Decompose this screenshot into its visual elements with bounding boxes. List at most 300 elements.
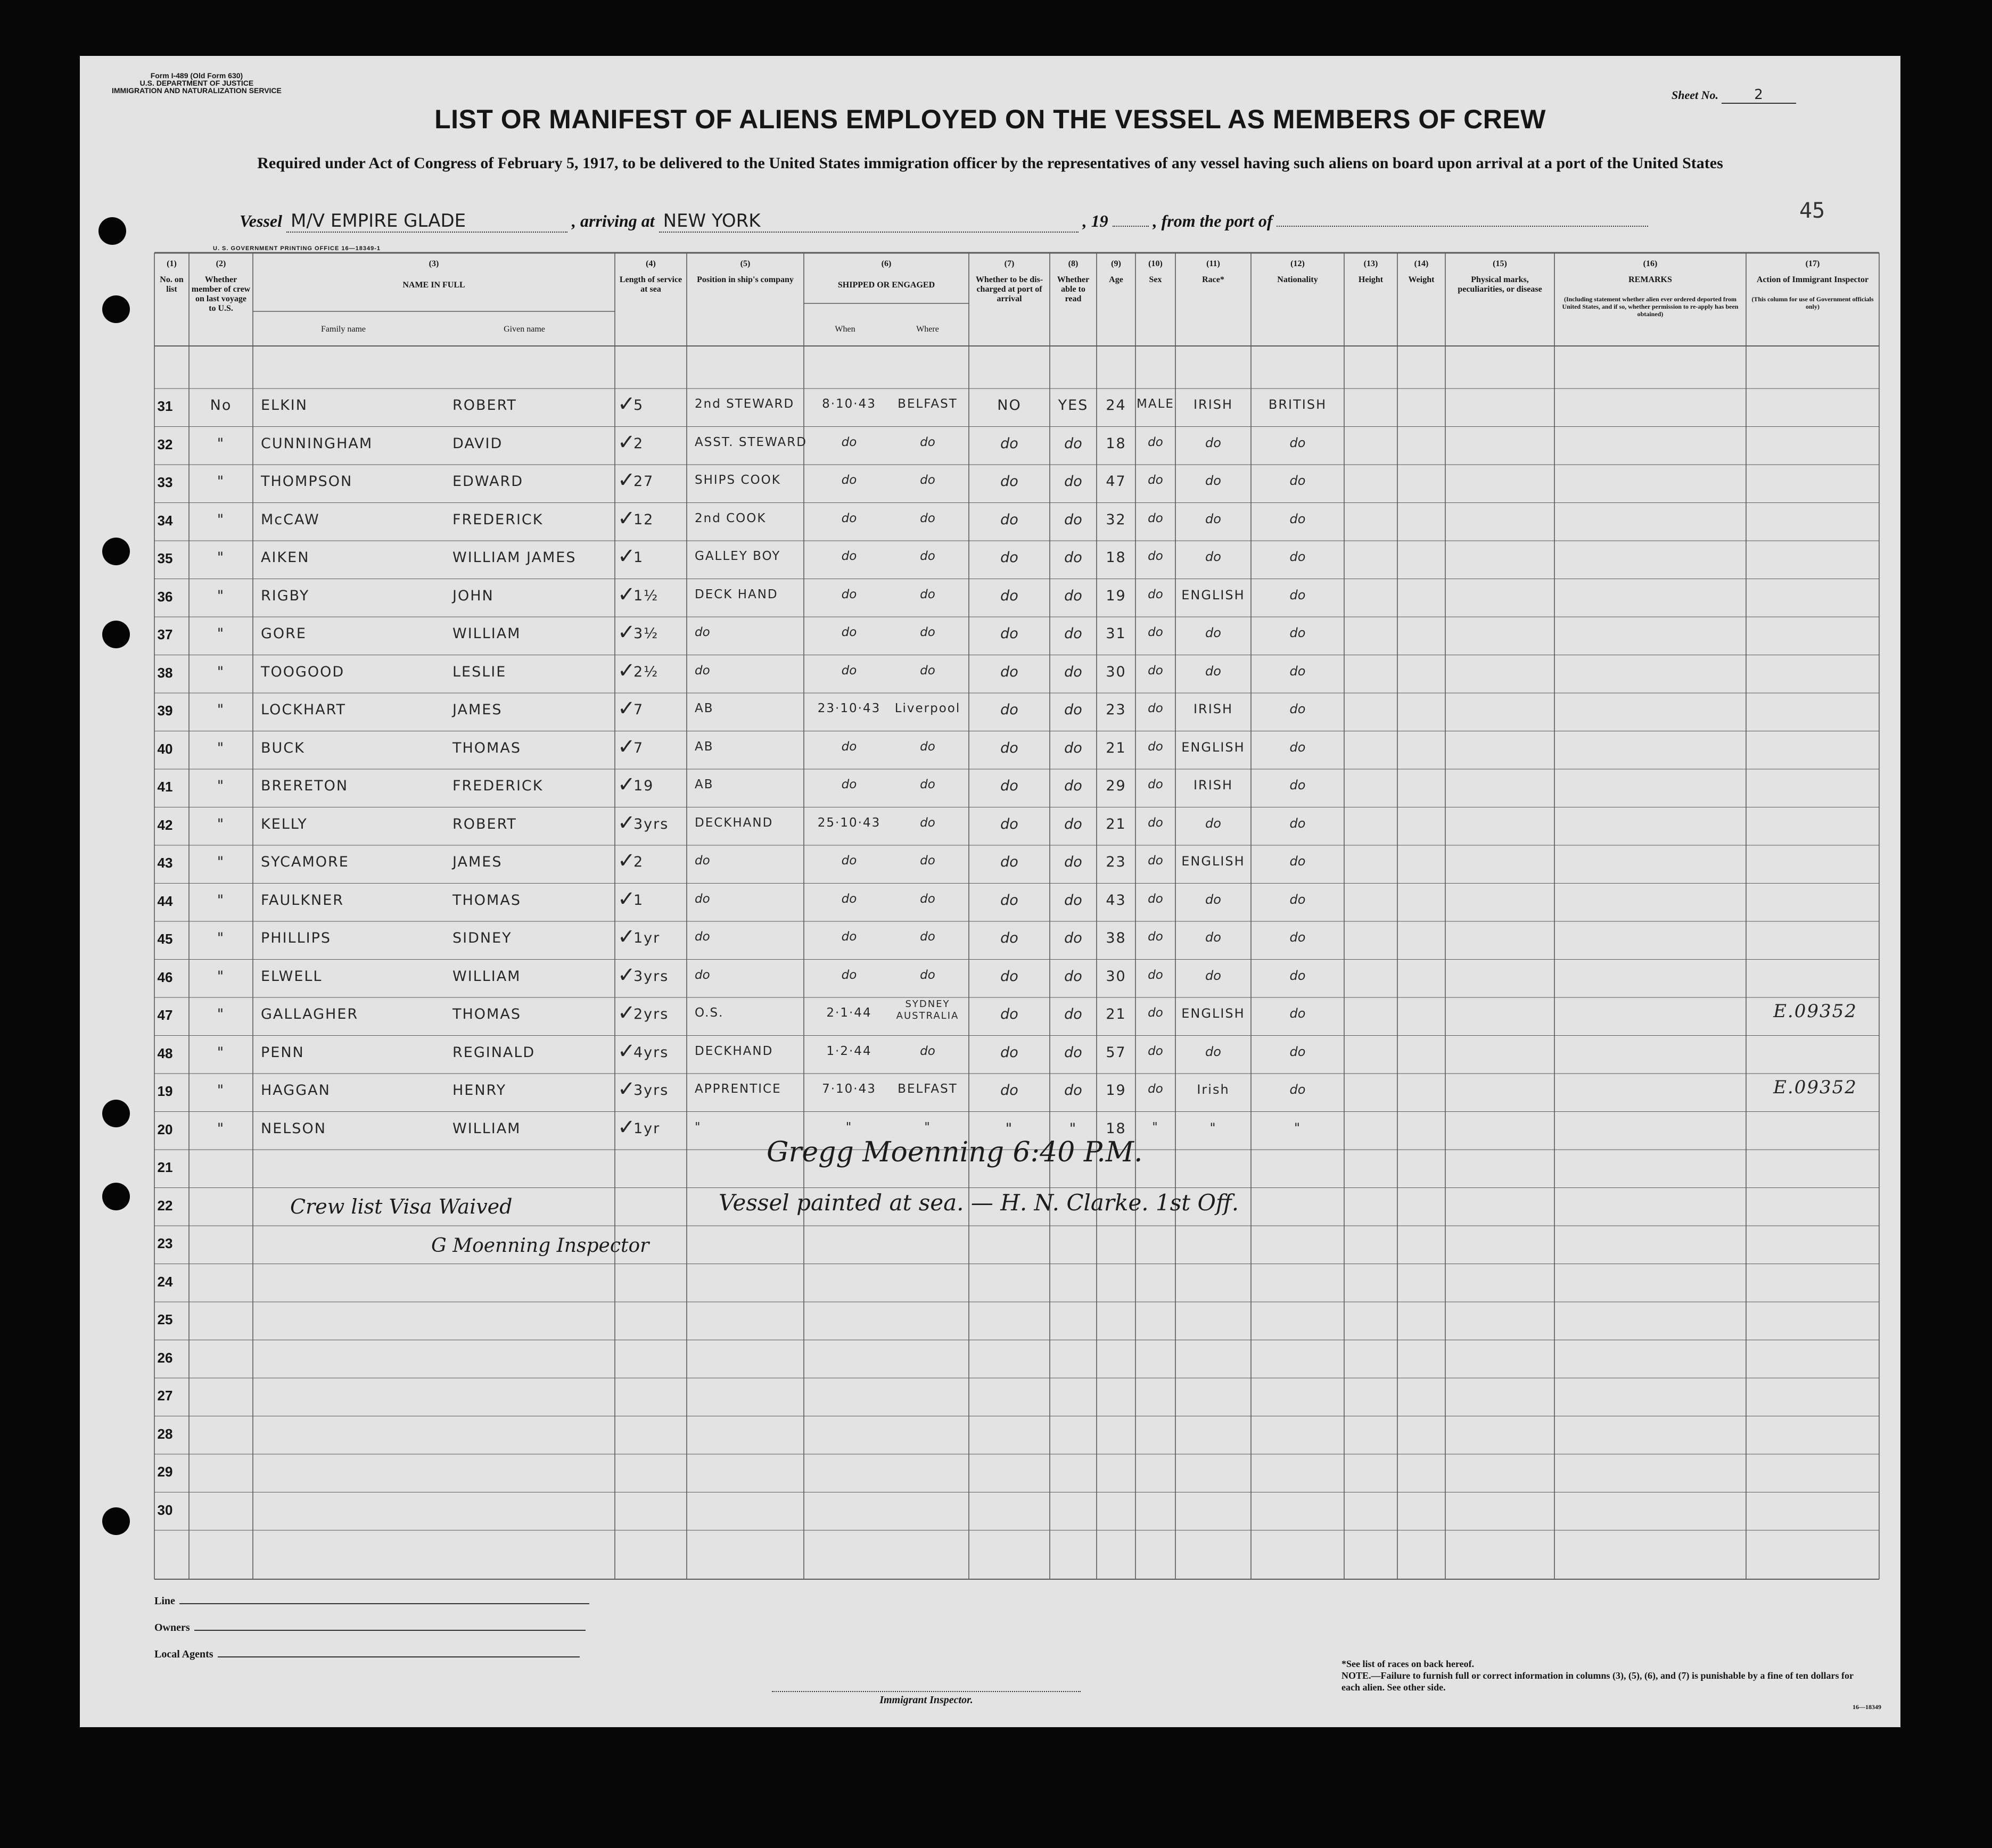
row-number: 38 bbox=[157, 664, 173, 681]
crew-read-cell: do bbox=[1064, 892, 1082, 909]
crew-given-cell: JOHN bbox=[452, 587, 494, 604]
crew-service-cell: 5 bbox=[633, 397, 644, 414]
crew-where-cell: do bbox=[920, 435, 935, 449]
crew-family-cell: GORE bbox=[261, 625, 307, 642]
crew-race-cell: do bbox=[1205, 968, 1221, 983]
crew-position-cell: 2nd COOK bbox=[695, 511, 767, 525]
crew-read-cell: do bbox=[1064, 930, 1082, 946]
column-header: Physical marks, peculiarities, or disease bbox=[1458, 275, 1542, 294]
crew-service-cell: 4yrs bbox=[633, 1044, 669, 1061]
crew-race-cell: do bbox=[1205, 1044, 1221, 1059]
check-mark-icon: ✓ bbox=[618, 544, 637, 568]
crew-age-cell: 18 bbox=[1106, 1120, 1126, 1137]
check-mark-icon: ✓ bbox=[618, 848, 637, 873]
crew-member-cell: " bbox=[217, 1120, 225, 1137]
crew-sex-cell: do bbox=[1148, 435, 1163, 449]
crew-sex-cell: do bbox=[1148, 587, 1163, 601]
crew-sex-cell: do bbox=[1148, 1044, 1163, 1058]
crew-family-cell: BRERETON bbox=[261, 778, 349, 794]
column-header: No. on list bbox=[160, 275, 184, 294]
crew-age-cell: 43 bbox=[1106, 892, 1126, 909]
table-row bbox=[80, 617, 1900, 655]
printing-office-mark: U. S. GOVERNMENT PRINTING OFFICE 16—18349-1 bbox=[213, 245, 381, 252]
boarding-signature: Gregg Moenning 6:40 P.M. bbox=[767, 1136, 1143, 1168]
crew-service-cell: 1yr bbox=[633, 930, 661, 946]
crew-discharge-cell: do bbox=[1000, 892, 1018, 909]
table-row bbox=[80, 427, 1900, 465]
crew-family-cell: SYCAMORE bbox=[261, 854, 349, 870]
crew-family-cell: LOCKHART bbox=[261, 702, 346, 718]
crew-race-cell: IRISH bbox=[1193, 702, 1233, 716]
crew-service-cell: 3½ bbox=[633, 625, 659, 642]
crew-age-cell: 18 bbox=[1106, 549, 1126, 566]
crew-read-cell: do bbox=[1064, 1082, 1082, 1099]
crew-read-cell: do bbox=[1064, 511, 1082, 528]
table-row bbox=[80, 884, 1900, 922]
crew-given-cell: JAMES bbox=[452, 702, 503, 718]
crew-read-cell: do bbox=[1064, 587, 1082, 604]
crew-service-cell: 7 bbox=[633, 739, 644, 756]
crew-read-cell: do bbox=[1064, 854, 1082, 870]
row-number: 41 bbox=[157, 779, 173, 795]
crew-sex-cell: MALE bbox=[1137, 397, 1174, 411]
crew-discharge-cell: do bbox=[1000, 1082, 1018, 1099]
crew-family-cell: AIKEN bbox=[261, 549, 310, 566]
crew-discharge-cell: do bbox=[1000, 625, 1018, 642]
crew-nationality-cell: do bbox=[1289, 702, 1306, 716]
column-number: (16) bbox=[1643, 259, 1658, 268]
crew-nationality-cell: do bbox=[1289, 778, 1306, 793]
column-number: (7) bbox=[1004, 259, 1015, 268]
crew-position-cell: DECK HAND bbox=[695, 587, 778, 601]
crew-race-cell: do bbox=[1205, 549, 1221, 564]
crew-given-cell: DAVID bbox=[452, 435, 503, 452]
table-row bbox=[80, 807, 1900, 846]
crew-race-cell: do bbox=[1205, 930, 1221, 945]
crew-race-cell: ENGLISH bbox=[1181, 1006, 1245, 1021]
crew-given-cell: REGINALD bbox=[452, 1044, 536, 1061]
crew-position-cell: ASST. STEWARD bbox=[695, 435, 807, 449]
inspector-signature: G Moenning Inspector bbox=[431, 1235, 649, 1257]
column-number: (5) bbox=[740, 259, 751, 268]
table-row bbox=[80, 1302, 1900, 1340]
crew-read-cell: do bbox=[1064, 739, 1082, 756]
crew-position-cell: do bbox=[695, 968, 710, 982]
crew-discharge-cell: do bbox=[1000, 663, 1018, 680]
crew-when-cell: 8·10·43 bbox=[822, 397, 876, 411]
footer-agents-field: Local Agents bbox=[154, 1648, 580, 1661]
column-number: (17) bbox=[1805, 259, 1820, 268]
crew-given-cell: WILLIAM bbox=[452, 1120, 521, 1137]
crew-given-cell: WILLIAM JAMES bbox=[452, 549, 577, 566]
column-header: Position in ship's company bbox=[697, 275, 794, 284]
column-header: Weight bbox=[1408, 275, 1435, 284]
crew-when-cell: do bbox=[841, 778, 857, 791]
crew-nationality-cell: " bbox=[1294, 1120, 1302, 1135]
crew-nationality-cell: do bbox=[1289, 587, 1306, 603]
crew-member-cell: " bbox=[217, 473, 225, 490]
crew-where-cell: do bbox=[920, 854, 935, 868]
crew-sex-cell: do bbox=[1148, 702, 1163, 715]
crew-read-cell: do bbox=[1064, 473, 1082, 490]
crew-sex-cell: " bbox=[1152, 1120, 1159, 1134]
column-header: Length of service at sea bbox=[619, 275, 682, 294]
crew-sex-cell: do bbox=[1148, 968, 1163, 982]
crew-member-cell: " bbox=[217, 549, 225, 566]
crew-position-cell: O.S. bbox=[695, 1006, 724, 1020]
check-mark-icon: ✓ bbox=[618, 582, 637, 607]
crew-family-cell: GALLAGHER bbox=[261, 1006, 359, 1022]
crew-read-cell: do bbox=[1064, 968, 1082, 985]
crew-race-cell: do bbox=[1205, 625, 1221, 640]
crew-given-cell: THOMAS bbox=[452, 892, 521, 909]
crew-service-cell: 7 bbox=[633, 702, 644, 718]
table-row bbox=[80, 1036, 1900, 1074]
row-number: 40 bbox=[157, 740, 173, 757]
crew-family-cell: McCAW bbox=[261, 511, 320, 528]
crew-service-cell: 1 bbox=[633, 549, 644, 566]
crew-nationality-cell: do bbox=[1289, 1044, 1306, 1059]
crew-sex-cell: do bbox=[1148, 892, 1163, 906]
crew-given-cell: ROBERT bbox=[452, 815, 517, 832]
crew-nationality-cell: do bbox=[1289, 663, 1306, 679]
crew-read-cell: do bbox=[1064, 1006, 1082, 1022]
crew-discharge-cell: NO bbox=[997, 397, 1022, 414]
row-number: 32 bbox=[157, 436, 173, 452]
binder-hole bbox=[102, 295, 130, 323]
crew-member-cell: " bbox=[217, 739, 225, 756]
column-number: (15) bbox=[1493, 259, 1507, 268]
row-number: 30 bbox=[157, 1502, 173, 1518]
row-number: 20 bbox=[157, 1121, 173, 1137]
crew-family-cell: HAGGAN bbox=[261, 1082, 331, 1099]
crew-given-cell: THOMAS bbox=[452, 1006, 521, 1022]
crew-family-cell: NELSON bbox=[261, 1120, 326, 1137]
crew-nationality-cell: do bbox=[1289, 473, 1306, 488]
crew-sex-cell: do bbox=[1148, 663, 1163, 678]
crew-member-cell: " bbox=[217, 1006, 225, 1022]
check-mark-icon: ✓ bbox=[618, 392, 637, 416]
crew-where-cell: do bbox=[920, 892, 935, 906]
table-row bbox=[80, 1340, 1900, 1379]
crew-position-cell: 2nd STEWARD bbox=[695, 397, 795, 411]
crew-member-cell: " bbox=[217, 1044, 225, 1061]
crew-where-cell: do bbox=[920, 663, 935, 678]
crew-service-cell: 2½ bbox=[633, 663, 659, 680]
crew-read-cell: do bbox=[1064, 625, 1082, 642]
row-number: 44 bbox=[157, 893, 173, 909]
crew-family-cell: FAULKNER bbox=[261, 892, 344, 909]
row-number: 19 bbox=[157, 1083, 173, 1099]
crew-list-visa-note: Crew list Visa Waived bbox=[290, 1195, 513, 1218]
crew-nationality-cell: do bbox=[1289, 625, 1306, 640]
crew-discharge-cell: do bbox=[1000, 435, 1018, 452]
crew-given-cell: FREDERICK bbox=[452, 778, 544, 794]
crew-given-cell: WILLIAM bbox=[452, 625, 521, 642]
crew-family-cell: PHILLIPS bbox=[261, 930, 332, 946]
crew-given-cell: HENRY bbox=[452, 1082, 507, 1099]
crew-position-cell: do bbox=[695, 854, 710, 868]
crew-nationality-cell: do bbox=[1289, 930, 1306, 945]
crew-position-cell: DECKHAND bbox=[695, 815, 773, 830]
crew-nationality-cell: do bbox=[1289, 854, 1306, 869]
column-header: Whether to be dis-charged at port of arrival bbox=[975, 275, 1043, 303]
crew-given-cell: ROBERT bbox=[452, 397, 517, 414]
row-number: 45 bbox=[157, 931, 173, 947]
row-number: 34 bbox=[157, 512, 173, 529]
crew-discharge-cell: " bbox=[1005, 1120, 1014, 1137]
row-number: 33 bbox=[157, 474, 173, 490]
table-row bbox=[80, 541, 1900, 579]
row-number: 43 bbox=[157, 855, 173, 871]
crew-read-cell: YES bbox=[1058, 397, 1089, 414]
crew-age-cell: 47 bbox=[1106, 473, 1126, 490]
column-header: Age bbox=[1109, 275, 1123, 284]
crew-age-cell: 19 bbox=[1106, 587, 1126, 604]
table-row bbox=[80, 731, 1900, 770]
crew-when-cell: 1·2·44 bbox=[826, 1044, 872, 1058]
row-number: 22 bbox=[157, 1197, 173, 1214]
crew-position-cell: GALLEY BOY bbox=[695, 549, 781, 563]
crew-service-cell: 2 bbox=[633, 435, 644, 452]
check-mark-icon: ✓ bbox=[618, 1038, 637, 1063]
crew-age-cell: 21 bbox=[1106, 815, 1126, 832]
binder-hole bbox=[102, 621, 130, 648]
row-number: 29 bbox=[157, 1464, 173, 1480]
crew-family-cell: TOOGOOD bbox=[261, 663, 345, 680]
column-number: (13) bbox=[1363, 259, 1378, 268]
crew-discharge-cell: do bbox=[1000, 473, 1018, 490]
crew-family-cell: PENN bbox=[261, 1044, 304, 1061]
crew-sex-cell: do bbox=[1148, 473, 1163, 487]
crew-when-cell: do bbox=[841, 739, 857, 754]
crew-when-cell: do bbox=[841, 511, 857, 525]
crew-age-cell: 57 bbox=[1106, 1044, 1126, 1061]
crew-sex-cell: do bbox=[1148, 739, 1163, 754]
table-row bbox=[80, 1416, 1900, 1455]
table-row bbox=[80, 389, 1900, 427]
crew-member-cell: " bbox=[217, 892, 225, 909]
check-mark-icon: ✓ bbox=[618, 620, 637, 645]
crew-service-cell: 2 bbox=[633, 854, 644, 870]
crew-when-cell: 25·10·43 bbox=[817, 815, 881, 830]
row-number: 42 bbox=[157, 816, 173, 833]
table-row bbox=[80, 845, 1900, 884]
check-mark-icon: ✓ bbox=[618, 886, 637, 911]
row-number: 47 bbox=[157, 1007, 173, 1023]
crew-discharge-cell: do bbox=[1000, 930, 1018, 946]
row-number: 23 bbox=[157, 1235, 173, 1251]
column-subheader: Where bbox=[916, 325, 939, 334]
row-number: 46 bbox=[157, 969, 173, 985]
crew-given-cell: FREDERICK bbox=[452, 511, 544, 528]
crew-where-cell: do bbox=[920, 625, 935, 639]
crew-member-cell: " bbox=[217, 663, 225, 680]
check-mark-icon: ✓ bbox=[618, 734, 637, 759]
crew-read-cell: do bbox=[1064, 663, 1082, 680]
table-row bbox=[80, 997, 1900, 1036]
crew-discharge-cell: do bbox=[1000, 587, 1018, 604]
row-number: 39 bbox=[157, 703, 173, 719]
crew-family-cell: RIGBY bbox=[261, 587, 310, 604]
crew-member-cell: " bbox=[217, 587, 225, 604]
crew-read-cell: do bbox=[1064, 778, 1082, 794]
crew-position-cell: " bbox=[695, 1120, 702, 1134]
crew-where-cell: Liverpool bbox=[894, 702, 961, 715]
crew-member-cell: " bbox=[217, 778, 225, 794]
crew-race-cell: ENGLISH bbox=[1181, 854, 1245, 869]
check-mark-icon: ✓ bbox=[618, 696, 637, 721]
check-mark-icon: ✓ bbox=[618, 962, 637, 987]
crew-age-cell: 30 bbox=[1106, 663, 1126, 680]
crew-nationality-cell: do bbox=[1289, 815, 1306, 831]
crew-read-cell: do bbox=[1064, 435, 1082, 452]
crew-where-cell: do bbox=[920, 473, 935, 487]
crew-when-cell: do bbox=[841, 663, 857, 678]
row-number: 37 bbox=[157, 626, 173, 642]
crew-when-cell: 23·10·43 bbox=[817, 702, 881, 715]
crew-age-cell: 23 bbox=[1106, 854, 1126, 870]
crew-position-cell: AB bbox=[695, 702, 714, 715]
column-header: Nationality bbox=[1277, 275, 1318, 284]
table-row bbox=[80, 1264, 1900, 1302]
form-identifier: Form I-489 (Old Form 630) U.S. DEPARTMENT OF JUSTICE IMMIGRATION AND NATURALIZATION SERVICE bbox=[112, 71, 282, 95]
column-number: (12) bbox=[1290, 259, 1305, 268]
row-number: 48 bbox=[157, 1045, 173, 1061]
crew-where-cell: BELFAST bbox=[898, 1082, 958, 1096]
crew-when-cell: do bbox=[841, 435, 857, 449]
binder-hole bbox=[102, 1183, 130, 1210]
crew-read-cell: " bbox=[1069, 1120, 1077, 1137]
crew-race-cell: do bbox=[1205, 435, 1221, 450]
crew-race-cell: Irish bbox=[1197, 1082, 1230, 1097]
crew-service-cell: 27 bbox=[633, 473, 654, 490]
crew-when-cell: do bbox=[841, 968, 857, 982]
crew-sex-cell: do bbox=[1148, 930, 1163, 944]
row-number: 28 bbox=[157, 1425, 173, 1442]
crew-read-cell: do bbox=[1064, 549, 1082, 566]
crew-given-cell: SIDNEY bbox=[452, 930, 512, 946]
column-number: (9) bbox=[1111, 259, 1121, 268]
column-header: Sex bbox=[1149, 275, 1162, 284]
crew-nationality-cell: do bbox=[1289, 511, 1306, 526]
crew-race-cell: IRISH bbox=[1193, 778, 1233, 793]
crew-where-cell: do bbox=[920, 930, 935, 944]
check-mark-icon: ✓ bbox=[618, 772, 637, 797]
crew-race-cell: " bbox=[1209, 1120, 1217, 1135]
row-number: 26 bbox=[157, 1349, 173, 1366]
crew-sex-cell: do bbox=[1148, 815, 1163, 830]
crew-age-cell: 19 bbox=[1106, 1082, 1126, 1099]
crew-where-cell: do bbox=[920, 815, 935, 830]
table-row bbox=[80, 960, 1900, 998]
check-mark-icon: ✓ bbox=[618, 925, 637, 949]
crew-race-cell: ENGLISH bbox=[1181, 739, 1245, 755]
crew-where-cell: do bbox=[920, 739, 935, 754]
crew-service-cell: 2yrs bbox=[633, 1006, 669, 1022]
crew-where-cell: do bbox=[920, 511, 935, 525]
table-row bbox=[80, 1454, 1900, 1492]
table-row bbox=[80, 1226, 1900, 1264]
column-number: (6) bbox=[881, 259, 892, 268]
crew-position-cell: DECKHAND bbox=[695, 1044, 773, 1058]
crew-discharge-cell: do bbox=[1000, 511, 1018, 528]
column-number: (11) bbox=[1206, 259, 1220, 268]
column-header: Whether member of crew on last voyage to U.S. bbox=[191, 275, 251, 313]
crew-family-cell: ELKIN bbox=[261, 397, 308, 414]
crew-discharge-cell: do bbox=[1000, 1006, 1018, 1022]
crew-family-cell: THOMPSON bbox=[261, 473, 353, 490]
row-number: 31 bbox=[157, 398, 173, 414]
crew-when-cell: " bbox=[845, 1120, 853, 1134]
table-row bbox=[80, 1492, 1900, 1531]
crew-service-cell: 3yrs bbox=[633, 815, 669, 832]
column-header: SHIPPED OR ENGAGED bbox=[837, 280, 935, 290]
column-number: (14) bbox=[1414, 259, 1429, 268]
crew-age-cell: 31 bbox=[1106, 625, 1126, 642]
crew-nationality-cell: do bbox=[1289, 1006, 1306, 1021]
crew-age-cell: 21 bbox=[1106, 739, 1126, 756]
crew-where-cell: SYDNEY AUSTRALIA bbox=[896, 999, 959, 1021]
column-header: NAME IN FULL bbox=[402, 280, 465, 290]
crew-member-cell: " bbox=[217, 625, 225, 642]
column-header: Race* bbox=[1202, 275, 1224, 284]
column-subnote: (This column for use of Government officials only) bbox=[1751, 295, 1874, 310]
crew-discharge-cell: do bbox=[1000, 854, 1018, 870]
vessel-fumigation-note: Vessel painted at sea. — H. N. Clarke. 1st Off. bbox=[719, 1190, 1239, 1216]
crew-sex-cell: do bbox=[1148, 511, 1163, 525]
binder-hole bbox=[102, 1100, 130, 1127]
crew-discharge-cell: do bbox=[1000, 549, 1018, 566]
crew-family-cell: ELWELL bbox=[261, 968, 323, 985]
crew-where-cell: do bbox=[920, 587, 935, 601]
column-number: (3) bbox=[429, 259, 439, 268]
crew-action-cell: E.09352 bbox=[1773, 1001, 1857, 1022]
crew-nationality-cell: do bbox=[1289, 1082, 1306, 1097]
crew-age-cell: 18 bbox=[1106, 435, 1126, 452]
crew-when-cell: do bbox=[841, 587, 857, 601]
table-row bbox=[80, 579, 1900, 617]
crew-when-cell: do bbox=[841, 892, 857, 906]
crew-service-cell: 3yrs bbox=[633, 1082, 669, 1099]
crew-age-cell: 29 bbox=[1106, 778, 1126, 794]
crew-sex-cell: do bbox=[1148, 778, 1163, 791]
crew-action-cell: E.09352 bbox=[1773, 1077, 1857, 1098]
table-row bbox=[80, 769, 1900, 807]
crew-race-cell: do bbox=[1205, 892, 1221, 907]
crew-service-cell: 3yrs bbox=[633, 968, 669, 985]
crew-member-cell: " bbox=[217, 815, 225, 832]
crew-service-cell: 1yr bbox=[633, 1120, 661, 1137]
page-title: LIST OR MANIFEST OF ALIENS EMPLOYED ON THE VESSEL AS MEMBERS OF CREW bbox=[434, 104, 1546, 134]
column-header: Whether able to read bbox=[1057, 275, 1090, 303]
table-row bbox=[80, 1378, 1900, 1416]
crew-age-cell: 24 bbox=[1106, 397, 1126, 414]
vessel-line: Vessel M/V EMPIRE GLADE , arriving at NEW YORK , 19 , from the port of bbox=[240, 210, 1648, 233]
crew-position-cell: APPRENTICE bbox=[695, 1082, 781, 1096]
column-subheader: When bbox=[835, 325, 855, 334]
crew-family-cell: CUNNINGHAM bbox=[261, 435, 373, 452]
binder-hole bbox=[102, 538, 130, 565]
crew-service-cell: 12 bbox=[633, 511, 654, 528]
crew-age-cell: 21 bbox=[1106, 1006, 1126, 1022]
crew-member-cell: " bbox=[217, 854, 225, 870]
crew-member-cell: " bbox=[217, 511, 225, 528]
crew-service-cell: 19 bbox=[633, 778, 654, 794]
row-number: 35 bbox=[157, 550, 173, 566]
crew-where-cell: " bbox=[924, 1120, 931, 1134]
footer-line-field: Line bbox=[154, 1595, 589, 1607]
